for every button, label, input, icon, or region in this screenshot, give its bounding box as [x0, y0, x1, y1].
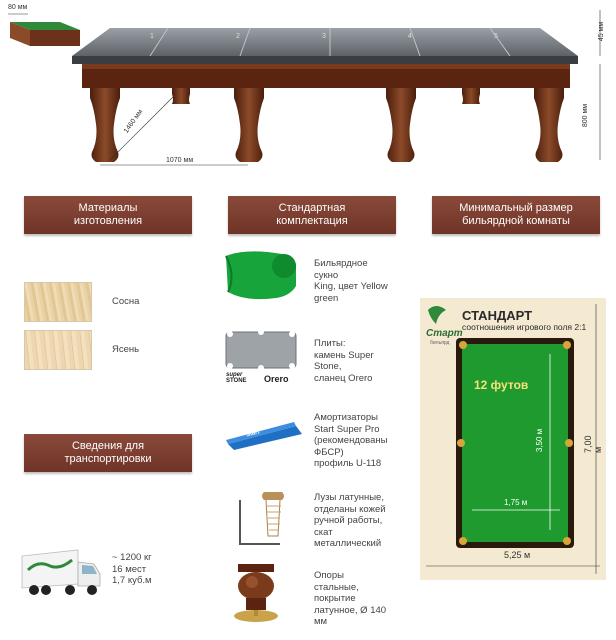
dim-height: 800 мм: [582, 103, 590, 128]
brand-sub: бильярд: [430, 340, 450, 346]
rail-profile: [10, 22, 80, 46]
material-ash-label: Ясень: [112, 344, 140, 355]
kit-slate-text: Плиты: камень Super Stone, сланец Orero: [314, 338, 374, 384]
kit-cushion-text: Амортизаторы Start Super Pro (рекомендованы ФБСР) профиль U-118: [314, 412, 388, 469]
kit-header: Стандартная комплектация: [228, 196, 396, 234]
transport-info: [112, 552, 152, 587]
transport-header: Сведения для транспортировки: [24, 434, 192, 472]
kit-pocket-text: Лузы латунные, отделаны кожей ручной работы, скат металлический: [314, 492, 386, 549]
pocket-number-3: 3: [322, 33, 326, 40]
brand-logo: Старт: [426, 328, 463, 339]
dim-depth: 1070 мм: [166, 157, 194, 164]
kit-leg-text: Опоры стальные, покрытие латунное, Ø 140 мм: [314, 570, 387, 627]
transport-weight: ~ 1200 кг: [112, 552, 152, 563]
kit-cloth-text: Бильярдное сукно King, цвет Yellow green: [314, 258, 388, 304]
inner-width-label: 1,75 м: [504, 498, 528, 507]
pine-swatch: [24, 282, 92, 322]
room-diagram: [420, 298, 606, 580]
cushion-brand: Start: [245, 429, 261, 439]
truck-image: [20, 548, 104, 598]
dim-rail: 80 мм: [8, 4, 28, 11]
pocket-number-1: 1: [150, 33, 154, 40]
cloth-image: [222, 246, 300, 300]
dim-top: 45 мм: [598, 21, 606, 42]
pocket-number-5: 5: [494, 33, 498, 40]
table-drawing: [0, 0, 616, 180]
ash-swatch: [24, 330, 92, 370]
orero-logo: Orero: [264, 374, 289, 384]
room-subtitle: соотношения игрового поля 2:1: [462, 322, 587, 332]
inner-height-label: 3,50 м: [535, 428, 545, 453]
pocket-image: [226, 488, 302, 550]
room-width-label: 5,25 м: [504, 550, 531, 560]
transport-places: 16 мест: [112, 563, 147, 575]
super-stone-logo: super STONE: [226, 372, 247, 384]
room-header: Минимальный размер бильярдной комнаты: [432, 196, 600, 234]
slate-image: [224, 330, 298, 386]
room-title: СТАНДАРТ: [462, 308, 533, 323]
cushion-image: [224, 420, 304, 450]
pocket-number-2: 2: [236, 33, 240, 40]
material-pine-label: Сосна: [112, 296, 140, 307]
dim-width: 1460 мм: [122, 108, 145, 135]
room-height-label: 7,00 м: [583, 435, 603, 453]
transport-volume: 1,7 куб.м: [112, 575, 152, 586]
leg-image: [228, 564, 284, 630]
materials-header: Материалы изготовления: [24, 196, 192, 234]
table-size-label: 12 футов: [474, 378, 529, 392]
pocket-number-4: 4: [408, 33, 412, 40]
